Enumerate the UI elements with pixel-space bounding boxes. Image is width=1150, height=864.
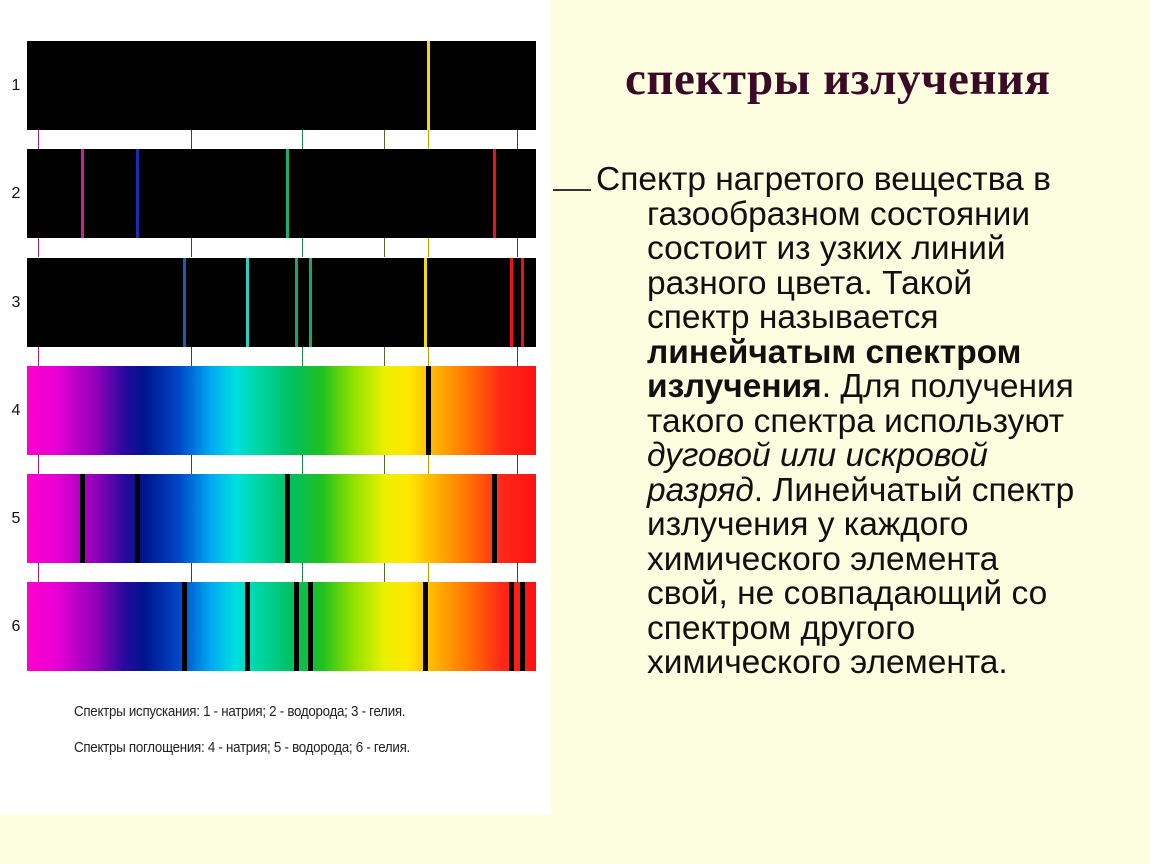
spectral-line <box>423 582 428 671</box>
connector-mark <box>428 347 429 366</box>
body-fragment: . Для получения <box>821 368 1074 405</box>
body-line: газообразном состоянии <box>647 195 1031 233</box>
spectral-line <box>81 149 84 238</box>
connector-mark <box>302 130 303 149</box>
connector-mark <box>191 563 192 582</box>
strip-number: 6 <box>11 618 21 635</box>
spectral-line <box>309 258 312 347</box>
connector-mark <box>38 130 39 149</box>
connector-mark <box>191 130 192 149</box>
body-line: такого спектра используют <box>647 402 1065 440</box>
term-italic: разряд <box>647 471 754 509</box>
bullet-dash <box>553 189 591 191</box>
connector-mark <box>38 455 39 474</box>
body-line <box>596 471 1141 509</box>
term-bold: излучения <box>647 368 822 405</box>
connector-mark <box>38 238 39 257</box>
spectral-line <box>521 258 524 347</box>
spectral-line <box>295 258 298 347</box>
connector-mark <box>428 238 429 257</box>
connector-mark <box>428 130 429 149</box>
connector-mark <box>191 347 192 366</box>
connector-mark <box>384 455 385 474</box>
spectral-line <box>294 582 299 671</box>
spectrum-strip-3 <box>27 258 536 347</box>
spectral-line <box>136 149 139 238</box>
connector-mark <box>428 563 429 582</box>
caption-emission: Спектры испускания: 1 - натрия; 2 - водорода; 3 - гелия. <box>74 704 406 720</box>
body-line: излучения у каждого <box>647 506 969 543</box>
spectrum-strip-4 <box>27 366 536 455</box>
connector-mark <box>384 130 385 149</box>
connector-mark <box>517 455 518 474</box>
body-line <box>596 333 1141 371</box>
strip-number: 4 <box>11 402 21 419</box>
body-line: Спектр нагретого вещества в <box>596 161 1051 198</box>
connector-mark <box>428 455 429 474</box>
slide-title: спектры излучения <box>625 53 1051 105</box>
spectral-line <box>245 582 250 671</box>
body-line: разного цвета. Такой <box>647 264 973 302</box>
spectral-line <box>509 582 514 671</box>
strip-number: 3 <box>11 294 21 311</box>
caption-absorption: Спектры поглощения: 4 - натрия; 5 - водорода; 6 - гелия. <box>74 740 410 756</box>
spectral-line <box>426 366 431 455</box>
spectral-line <box>183 258 186 347</box>
body-line: свой, не совпадающий со <box>647 575 1048 612</box>
body-fragment: . Линейчатый спектр <box>753 471 1075 509</box>
spectral-line <box>286 149 289 238</box>
spectral-line <box>308 582 313 671</box>
term-italic: дуговой или искровой <box>647 437 988 474</box>
spectrum-strip-2 <box>27 149 536 238</box>
strip-number: 5 <box>11 510 21 527</box>
spectral-line <box>80 474 85 563</box>
connector-mark <box>302 238 303 257</box>
body-line: спектром другого <box>647 609 916 647</box>
connector-mark <box>384 563 385 582</box>
spectral-line <box>493 149 496 238</box>
connector-mark <box>191 238 192 257</box>
connector-mark <box>302 455 303 474</box>
connector-mark <box>38 563 39 582</box>
connector-mark <box>38 347 39 366</box>
body-line: химического элемента. <box>647 644 1008 681</box>
body-line <box>596 370 1141 405</box>
connector-mark <box>384 347 385 366</box>
spectral-line <box>246 258 249 347</box>
spectrum-strip-1 <box>27 41 536 130</box>
connector-mark <box>302 347 303 366</box>
connector-mark <box>517 130 518 149</box>
body-line <box>596 439 1141 474</box>
term-bold: линейчатым спектром <box>647 333 1022 371</box>
spectral-line <box>510 258 513 347</box>
spectral-line <box>135 474 140 563</box>
connector-mark <box>302 563 303 582</box>
spectral-line <box>427 41 430 130</box>
body-line: спектр называется <box>647 299 939 336</box>
connector-mark <box>517 347 518 366</box>
spectral-line <box>520 582 525 671</box>
connector-mark <box>517 238 518 257</box>
body-line: химического элемента <box>647 540 999 578</box>
spectra-figure <box>0 0 551 815</box>
body-line: состоит из узких линий <box>647 230 1006 267</box>
connector-mark <box>191 455 192 474</box>
body-text <box>596 163 1141 681</box>
spectral-line <box>182 582 187 671</box>
strip-number: 2 <box>11 185 21 202</box>
strip-number: 1 <box>11 77 21 94</box>
connector-mark <box>384 238 385 257</box>
connector-mark <box>517 563 518 582</box>
spectral-line <box>424 258 427 347</box>
spectrum-strip-5 <box>27 474 536 563</box>
spectrum-strip-6 <box>27 582 536 671</box>
spectral-line <box>492 474 497 563</box>
spectral-line <box>285 474 290 563</box>
